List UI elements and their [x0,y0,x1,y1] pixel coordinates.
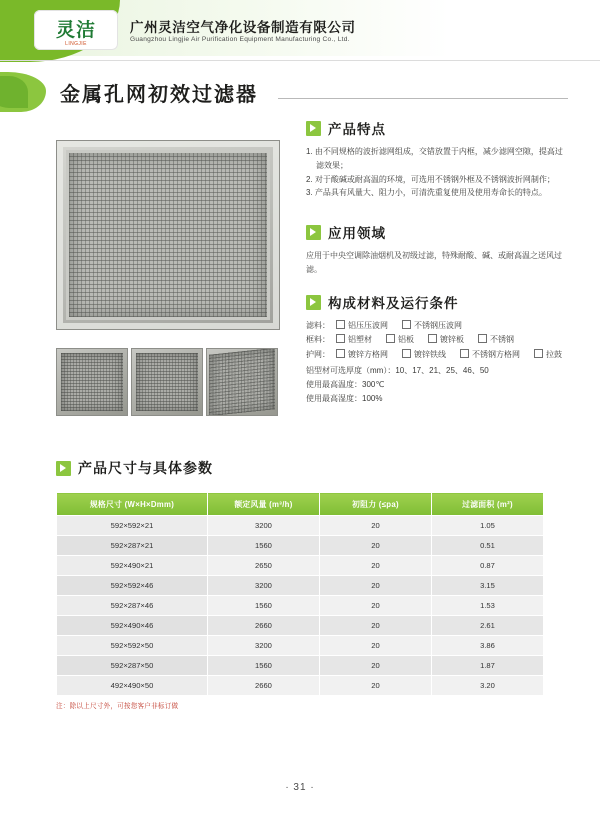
material-option[interactable] [428,333,464,347]
material-label: 护网： [306,349,330,359]
application-body: 应用于中央空调除油烟机及初级过滤，特殊耐酸、碱、或耐高温之送风过滤。 [306,251,562,274]
cell-resistance: 20 [319,636,431,656]
max-temp-text: 使用最高温度：300℃ [306,379,385,389]
cell-resistance: 20 [319,516,431,536]
specs-title: 产品尺寸与具体参数 [78,460,213,476]
cell-resistance: 20 [319,556,431,576]
arrow-right-icon [56,461,71,476]
table-row [57,616,544,636]
table-row [57,556,544,576]
table-header-row [57,493,544,516]
cell-size: 592×592×46 [57,576,208,596]
cell-airflow: 3200 [207,516,319,536]
column-header-resistance: 初阻力 (≤pa) [319,493,431,516]
cell-area: 3.15 [431,576,543,596]
cell-resistance: 20 [319,616,431,636]
application-heading [306,222,568,242]
material-row-frame [306,333,576,347]
header-divider [0,60,600,61]
page-header [0,0,600,62]
checkbox-icon[interactable] [386,334,395,343]
checkbox-icon[interactable] [336,349,345,358]
cell-area: 2.61 [431,616,543,636]
checkbox-icon[interactable] [336,320,345,329]
page-number: · 31 · [285,782,315,793]
material-option[interactable] [478,333,514,347]
cell-resistance: 20 [319,596,431,616]
table-row [57,596,544,616]
logo-text: 灵洁 [55,18,96,41]
cell-size: 492×490×50 [57,676,208,696]
cell-resistance: 20 [319,656,431,676]
cell-airflow: 1560 [207,536,319,556]
cell-resistance: 20 [319,536,431,556]
cell-airflow: 2660 [207,616,319,636]
leaf-shape-decoration [0,72,46,112]
checkbox-icon[interactable] [428,334,437,343]
material-option[interactable] [460,348,520,362]
column-header-size: 规格尺寸 (W×H×Dmm) [57,493,208,516]
material-row-filter [306,319,576,333]
cell-area: 0.51 [431,536,543,556]
checkbox-icon[interactable] [336,334,345,343]
section-features [306,118,568,200]
cell-size: 592×592×50 [57,636,208,656]
feature-item: 3. 产品具有风量大、阻力小，可清洗重复使用及使用寿命长的特点。 [306,188,547,198]
table-note: 注：除以上尺寸外，可按您客户非标订做 [56,703,179,710]
section-materials [306,292,576,405]
cell-resistance: 20 [319,676,431,696]
feature-item: 1. 由不同规格的波折滤网组成，交错放置于内框，减少滤网空隙，提高过滤效果； [306,147,563,170]
cell-area: 3.86 [431,636,543,656]
table-row [57,636,544,656]
material-option[interactable] [534,348,562,362]
company-logo [34,10,118,50]
materials-title: 构成材料及运行条件 [328,296,459,311]
table-row [57,516,544,536]
cell-area: 1.53 [431,596,543,616]
material-option-label: 不锈钢方格网 [472,349,520,359]
material-option[interactable] [386,333,414,347]
cell-airflow: 1560 [207,656,319,676]
application-title: 应用领域 [328,226,386,241]
thumbnail-1 [56,348,128,416]
thumbnail-3 [206,348,278,416]
specs-heading [56,458,213,478]
cell-size: 592×592×21 [57,516,208,536]
material-row-guard [306,348,576,362]
checkbox-icon[interactable] [478,334,487,343]
material-option[interactable] [402,348,446,362]
checkbox-icon[interactable] [534,349,543,358]
cell-size: 592×287×46 [57,596,208,616]
cell-resistance: 20 [319,576,431,596]
section-application [306,222,568,277]
arrow-right-icon [306,295,321,310]
material-option[interactable] [402,319,462,333]
material-option-label: 不锈钢压波网 [414,321,462,330]
thickness-text: 铝型材可选厚度（mm）：10、17、21、25、46、50 [306,366,489,376]
cell-area: 1.87 [431,656,543,676]
frame-highlight [57,141,279,329]
table-row [57,576,544,596]
feature-item: 2. 对于酸碱或耐高温的环境，可选用不锈钢外框及不锈钢波折网制作； [306,174,555,184]
arrow-right-icon [306,225,321,240]
cell-area: 3.20 [431,676,543,696]
materials-heading [306,292,576,312]
cell-size: 592×287×21 [57,536,208,556]
material-option[interactable] [336,319,388,333]
table-row [57,536,544,556]
checkbox-icon[interactable] [460,349,469,358]
cell-airflow: 3200 [207,576,319,596]
checkbox-icon[interactable] [402,349,411,358]
cell-size: 592×287×50 [57,656,208,676]
material-option-label: 镀锌板 [440,335,464,345]
company-name-en: Guangzhou Lingjie Air Purification Equipment Manufacturing Co., Ltd. [130,36,350,43]
cell-airflow: 3200 [207,636,319,656]
material-option-label: 镀锌方格网 [348,349,388,359]
material-option-label: 铝板 [398,335,414,345]
cell-area: 0.87 [431,556,543,576]
material-option[interactable] [336,348,388,362]
material-option[interactable] [336,333,372,347]
material-label: 框料： [306,335,330,345]
thumbnail-2 [131,348,203,416]
product-thumbnails [56,348,278,414]
material-option-label: 拉鼓 [546,349,562,359]
product-main-photo [56,140,280,330]
column-header-area: 过滤面积 (m²) [431,493,543,516]
cell-area: 1.05 [431,516,543,536]
cell-size: 592×490×21 [57,556,208,576]
material-option-label: 不锈钢 [490,335,514,345]
max-humidity-text: 使用最高湿度：100% [306,393,383,403]
features-title: 产品特点 [328,122,386,137]
table-row [57,676,544,696]
cell-size: 592×490×46 [57,616,208,636]
materials-conditions [306,364,568,405]
table-row [57,656,544,676]
column-header-airflow: 额定风量 (m³/h) [207,493,319,516]
cell-airflow: 1560 [207,596,319,616]
specs-table [56,492,544,696]
features-heading [306,118,568,138]
material-label: 滤料： [306,321,330,330]
checkbox-icon[interactable] [402,320,411,329]
cell-airflow: 2660 [207,676,319,696]
title-underline [278,98,568,99]
logo-subtext: LINGJIE [65,41,87,47]
cell-airflow: 2650 [207,556,319,576]
company-name-cn: 广州灵洁空气净化设备制造有限公司 [130,20,356,35]
page-title: 金属孔网初效过滤器 [60,84,258,106]
features-body [306,145,568,200]
material-option-label: 铝压压波网 [348,321,388,330]
arrow-right-icon [306,121,321,136]
material-option-label: 镀锌铁线 [414,349,446,359]
material-option-label: 铝塑材 [348,335,372,345]
